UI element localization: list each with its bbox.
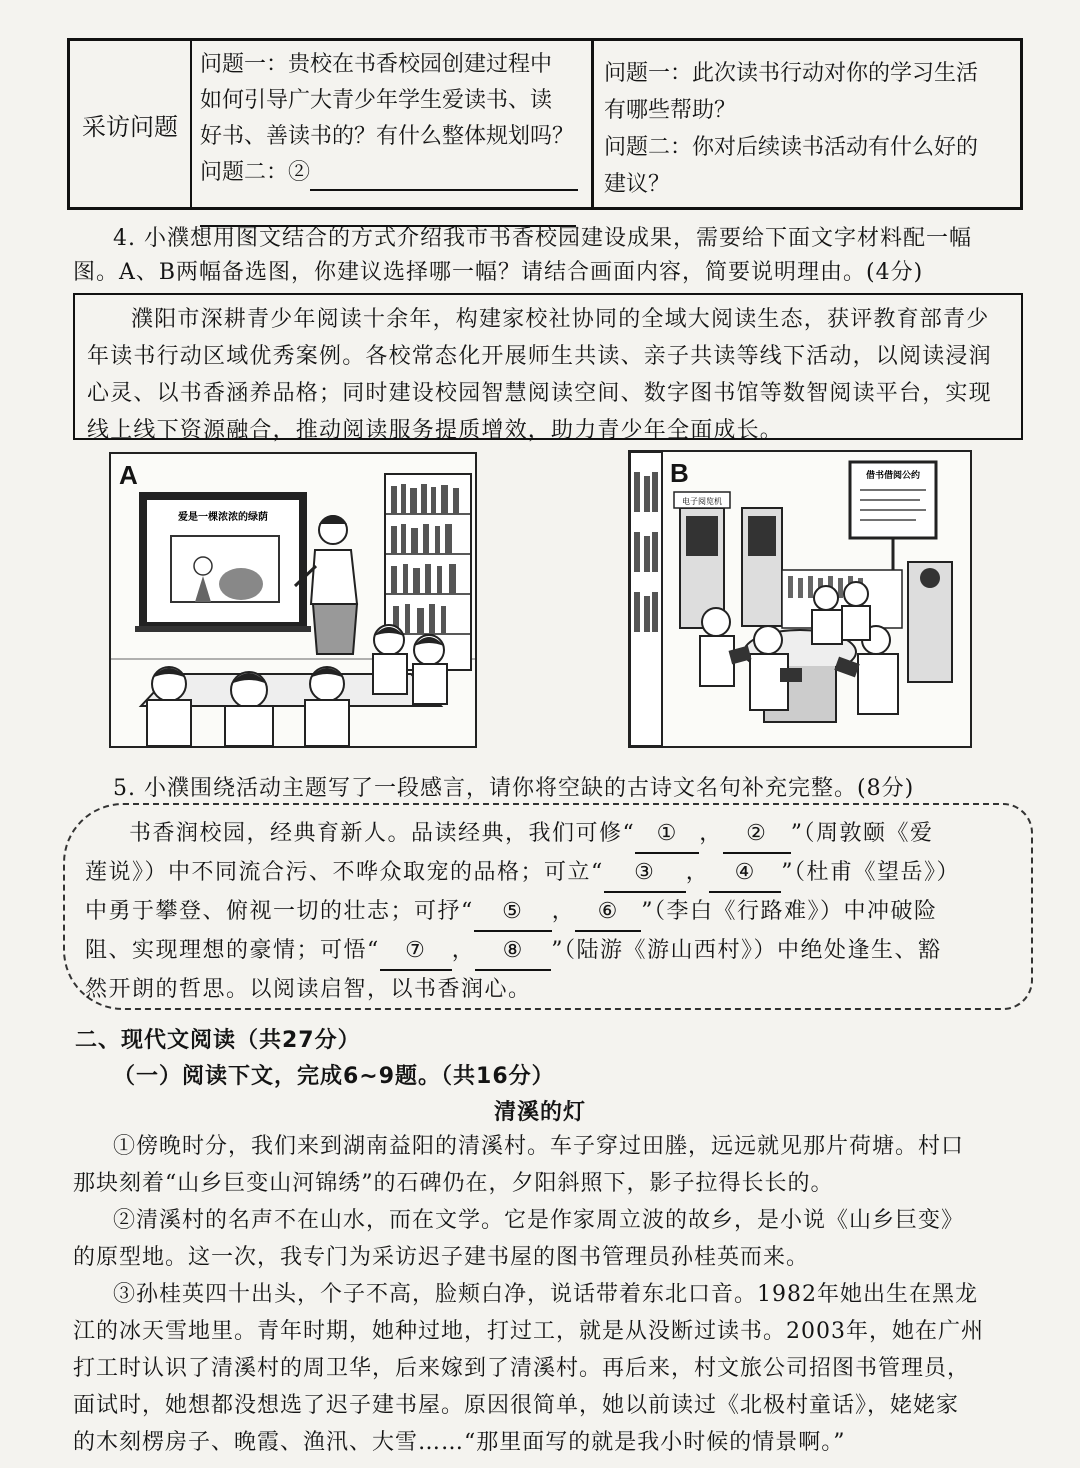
- paragraph-line: 江的冰天雪地里。青年时期，她种过地，打过工，就是从没断过读书。2003年，她在广州: [73, 1319, 984, 1344]
- notice-board-text: 借书借阅公约: [865, 471, 921, 481]
- answer-blank[interactable]: [310, 163, 578, 191]
- q5-line: [85, 815, 1017, 854]
- paragraph-line: 的原型地。这一次，我专门为采访迟子建书屋的图书管理员孙桂英而来。: [73, 1245, 810, 1270]
- paragraph-line: ①傍晚时分，我们来到湖南益阳的清溪村。车子穿过田塍，远远就见那片荷塘。村口: [113, 1134, 965, 1159]
- student-q1-line: 问题一：此次读书行动对你的学习生活: [604, 61, 979, 86]
- q5-text: ，: [551, 899, 576, 924]
- q4-line: 图。A、B两幅备选图，你建议选择哪一幅？请结合画面内容，简要说明理由。(4分): [73, 260, 924, 285]
- paragraph-line: ③孙桂英四十出头，个子不高，脸颊白净，说话带着东北口音。1982年她出生在黑龙: [113, 1282, 978, 1307]
- paragraph-line: 面试时，她想都没想选了迟子建书屋。原因很简单，她以前读过《北极村童话》，姥姥家: [73, 1393, 960, 1418]
- q5-text: ”（杜甫《望岳》）: [781, 860, 961, 885]
- student-q2-line: 问题二：你对后续读书活动有什么好的: [604, 135, 979, 160]
- q5-text: 莲说》）中不同流合污、不哗众取宠的品格；可立“: [85, 860, 604, 885]
- q5-text: ，: [451, 938, 476, 963]
- student-q2-line: 建议？: [604, 172, 671, 197]
- q5-text: ”（陆游《游山西村》）中绝处逢生、豁: [551, 938, 942, 963]
- q5-text: 书香润校园，经典育新人。品读经典，我们可修“: [129, 821, 636, 846]
- fill-blank-3[interactable]: ③: [604, 854, 686, 893]
- interview-table: [67, 38, 1023, 210]
- digital-reading-space-drawing: [630, 452, 970, 746]
- school-q1-line: 如何引导广大青少年学生爱读书、读: [200, 88, 553, 113]
- table-label-cell: [70, 41, 192, 207]
- q4-passage: 濮阳市深耕青少年阅读十余年，构建家校社协同的全域大阅读生态，获评教育部青少年读书行动区域优秀案例。各校常态化开展师生共读、亲子共读等线下活动，以阅读浸润心灵、以书香涵养品格；同时建设校园智慧阅读空间、数字图书馆等数智阅读平台，实现线上线下资源融合，推动阅读服务提质增效，助力青少年全面成长。: [87, 307, 992, 443]
- q5-text: 中勇于攀登、俯视一切的壮志；可抒“: [85, 899, 474, 924]
- paragraph-line: ②清溪村的名声不在山水，而在文学。它是作家周立波的故乡，是小说《山乡巨变》: [113, 1208, 965, 1233]
- school-q2-line: [200, 155, 585, 191]
- school-q2-label: 问题二：②: [200, 160, 311, 185]
- paragraph-line: 的木刻楞房子、晚霞、渔汛、大雪……“那里面写的就是我小时候的情景啊。”: [73, 1430, 846, 1455]
- school-q1-line: 好书、善读书的？有什么整体规划吗？: [200, 124, 575, 149]
- paragraph-line: 那块刻着“山乡巨变山河锦绣”的石碑仍在，夕阳斜照下，影子拉得长长的。: [73, 1171, 834, 1196]
- fill-blank-7[interactable]: ⑦: [380, 932, 452, 971]
- q5-text: ”（周敦颐《爱: [790, 821, 934, 846]
- school-q1-line: 问题一：贵校在书香校园创建过程中: [200, 52, 553, 77]
- fill-blank-5[interactable]: ⑤: [474, 893, 552, 932]
- classroom-reading-drawing: [111, 454, 475, 746]
- fill-blank-8[interactable]: ⑧: [475, 932, 551, 971]
- q5-text: ，: [699, 821, 723, 846]
- article-title: 清溪的灯: [493, 1100, 586, 1125]
- q4-line: 4. 小濮想用图文结合的方式介绍我市书香校园建设成果，需要给下面文字材料配一幅: [113, 226, 972, 251]
- table-label: 采访问题: [82, 112, 178, 141]
- kiosk-sign-text: 电子阅览机: [682, 497, 722, 506]
- q5-text: 阻、实现理想的豪情；可悟“: [85, 938, 380, 963]
- q5-line: [85, 893, 1017, 932]
- fill-blank-4[interactable]: ④: [709, 854, 781, 893]
- q4-passage-box: [73, 293, 1023, 443]
- q5-text: ，: [685, 860, 710, 885]
- screen-title-text: 爱是一棵浓浓的绿荫: [178, 512, 268, 523]
- q5-title: 5. 小濮围绕活动主题写了一段感言，请你将空缺的古诗文名句补充完整。(8分): [113, 776, 915, 801]
- fill-blank-6[interactable]: ⑥: [575, 893, 641, 932]
- illustration-label: A: [119, 460, 138, 490]
- school-questions-cell: [192, 41, 594, 207]
- student-q1-line: 有哪些帮助？: [604, 98, 737, 123]
- q5-text: ”（李白《行路难》）中冲破险: [641, 899, 938, 924]
- article-body: [73, 1128, 1033, 1461]
- section-heading: 二、现代文阅读（共27分）: [75, 1028, 361, 1053]
- q5-line: [85, 932, 1017, 971]
- illustration-label: B: [670, 458, 689, 488]
- illustration-a[interactable]: [109, 452, 477, 748]
- student-questions-cell: [594, 41, 1020, 207]
- q5-line: [85, 854, 1017, 893]
- fill-blank-1[interactable]: ①: [635, 815, 699, 854]
- fill-blank-2[interactable]: ②: [723, 815, 791, 854]
- q5-line: 然开朗的哲思。以阅读启智，以书香润心。: [85, 977, 532, 1002]
- subsection-heading: （一）阅读下文，完成6~9题。（共16分）: [113, 1064, 555, 1089]
- paragraph-line: 打工时认识了清溪村的周卫华，后来嫁到了清溪村。再后来，村文旅公司招图书管理员，: [73, 1356, 971, 1381]
- q5-passage-box: [63, 803, 1033, 1010]
- illustration-b[interactable]: [628, 450, 972, 748]
